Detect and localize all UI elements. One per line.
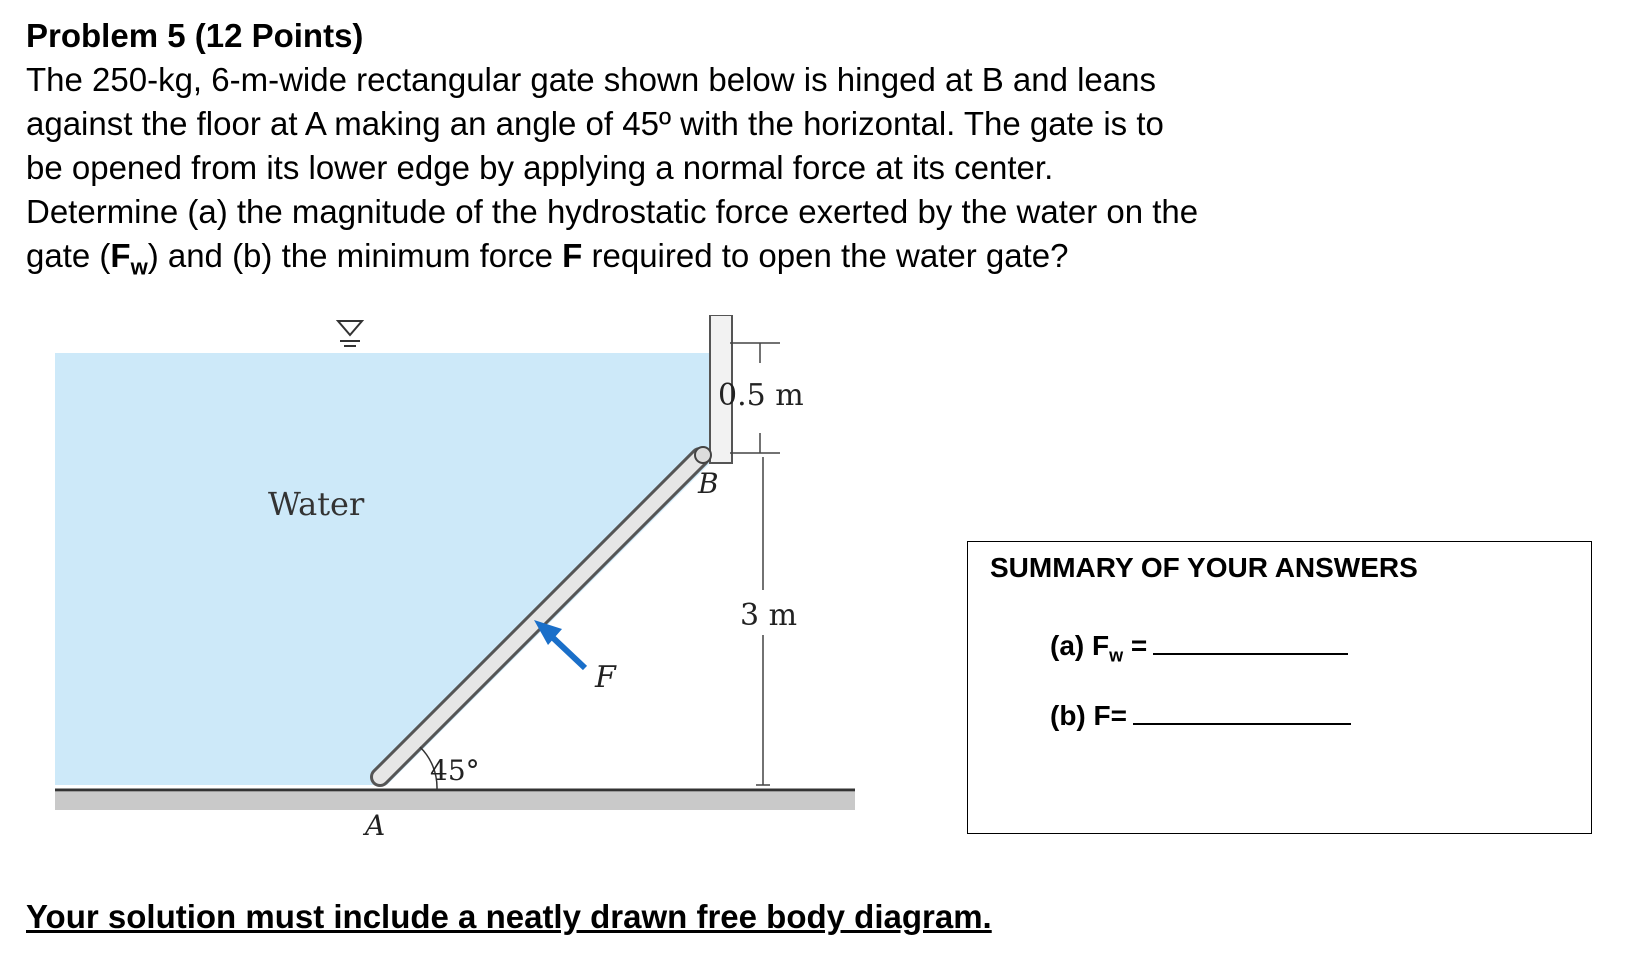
problem-line-1: The 250-kg, 6-m-wide rectangular gate shown below is hinged at B and leans bbox=[26, 61, 1156, 98]
f-symbol: F bbox=[562, 237, 583, 274]
hinge-pin bbox=[695, 447, 711, 463]
problem-statement bbox=[26, 58, 1446, 290]
problem-title: Problem 5 (12 Points) bbox=[26, 17, 364, 54]
floor-shadow bbox=[55, 792, 855, 810]
force-label: F bbox=[595, 660, 616, 695]
summary-title: SUMMARY OF YOUR ANSWERS bbox=[990, 552, 1418, 583]
fw-letter: F bbox=[110, 237, 131, 274]
problem-line-4: Determine (a) the magnitude of the hydrostatic force exerted by the water on the bbox=[26, 193, 1199, 230]
water-region bbox=[55, 353, 710, 785]
problem-line-5 bbox=[26, 234, 1446, 290]
water-label: Water bbox=[268, 485, 365, 523]
fw-symbol bbox=[110, 237, 148, 280]
answer-a-prefix: (a) F bbox=[1050, 630, 1110, 661]
angle-label: 45° bbox=[430, 754, 480, 787]
answer-b-label: (b) F= bbox=[1050, 700, 1127, 731]
line5-mid: ) and (b) the minimum force bbox=[147, 237, 563, 274]
answer-b bbox=[1050, 700, 1351, 732]
problem-line-2: against the floor at A making an angle of 45º with the horizontal. The gate is to bbox=[26, 105, 1164, 142]
answer-a-blank[interactable] bbox=[1153, 631, 1348, 655]
answer-a bbox=[1050, 630, 1348, 667]
hinge-label: B bbox=[698, 467, 719, 500]
force-arrow-shaft bbox=[550, 635, 585, 668]
floor-point-label: A bbox=[365, 809, 386, 842]
summary-box bbox=[967, 541, 1592, 834]
footer-note: Your solution must include a neatly drawn free body diagram. bbox=[26, 898, 992, 935]
dim-side-label: 3 m bbox=[740, 598, 798, 633]
answer-a-suffix: = bbox=[1123, 630, 1148, 661]
dim-top-label: 0.5 m bbox=[718, 378, 804, 413]
gate-diagram bbox=[50, 315, 870, 875]
problem-line-3: be opened from its lower edge by applying a normal force at its center. bbox=[26, 149, 1054, 186]
free-surface-symbol bbox=[338, 321, 362, 346]
fw-subscript: w bbox=[130, 254, 148, 280]
answer-a-subscript: w bbox=[1109, 645, 1124, 666]
line5-pre: gate ( bbox=[26, 237, 111, 274]
line5-post: required to open the water gate? bbox=[582, 237, 1069, 274]
answer-b-blank[interactable] bbox=[1133, 701, 1351, 725]
